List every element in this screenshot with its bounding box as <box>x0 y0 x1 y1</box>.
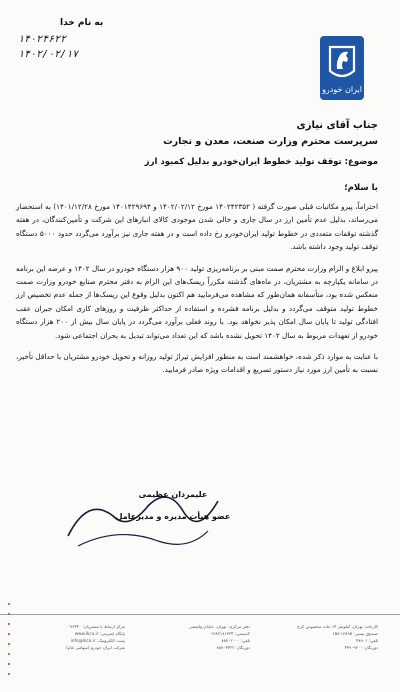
greeting: با سلام؛ <box>344 183 378 193</box>
letter-subject: موضوع: توقف تولید خطوط ایران‌خودرو بدلیل کمبود ارز <box>144 157 378 167</box>
basmala: به نام خدا <box>60 18 104 28</box>
footer-line: پست الکترونیک: info@ikco.ir <box>70 638 125 643</box>
paragraph: احتراماً، پیرو مکاتبات قبلی صورت گرفته ( ۱۴۰۲۴۲۳۵۲ مورخ ۱۴۰۲/۰۲/۱۲ و ۱۴۰۱۴۲۹۶۹۴ مورخ ۱۴۰۱/۱۲/۲۸) به استحضار می‌رساند، بدلیل عدم تأمین ارز در سال جاری و خالی شدن موجودی کالای انبارهای این شرکت و تأمین‌کنندگان، در هفته گذشته توقفات متعددی در خطوط تولید ایران‌خودرو رخ داده است و در هفته جاری نیز برآورد می‌گردد حدود ۵۰۰۰ دستگاه توقف تولید وجود داشته باشد. <box>16 202 378 252</box>
signatory-name: علیمردان عظیمی <box>138 490 208 499</box>
company-logo <box>320 36 364 100</box>
edge-punch-marks <box>6 598 12 683</box>
horse-head-logo-icon <box>324 43 360 83</box>
letter-date: ۱۴۰۲/۰۲/۱۷ <box>18 49 79 60</box>
footer-line: دورنگار: ۸۸۷۰۴۴۲۲ <box>216 645 250 650</box>
addressee-block <box>18 118 378 150</box>
footer-line: دفتر مرکزی: تهران، خیابان ولیعصر <box>189 624 250 629</box>
paragraph: پیرو ابلاغ و الزام وزارت محترم صمت مبنی بر برنامه‌ریزی تولید ۹۰۰ هزار دستگاه خودرو در سال ۱۴۰۲ و عرضه این برنامه در سامانه یکپارچه به مشتریان، در ماه‌های گذشته مکرراً ریسک‌های این الزام به دفتر محترم صنایع خودرو وزارت صمت منعکس شده بود، متأسفانه همان‌طور که مشاهده می‌فرمایید هم اکنون بدلیل وقوع این ریسک‌ها از جمله عدم تخصیص ارز خطوط تولید متوقف می‌گردد و بدلیل برنامه فشرده و استفاده از حداکثر ظرفیت و روزهای کاری امکان جبران عقب افتادگی تولید تا پایان سال امکان پذیر نخواهد بود. با روند فعلی برآورد می‌گردد در پایان سال بیش از ۲۰۰ هزار دستگاه خودرو از تعهدات مربوط به سال ۱۴۰۲ تحویل نشده باشد که این تعداد می‌تواند تبدیل به بحران اجتماعی شود. <box>16 263 378 340</box>
footer-line: تلفن: ۸۸۷۰۲۰۰۰ <box>221 638 250 643</box>
letter-reference <box>18 32 78 62</box>
footer-line: دورنگار: ۴۴۹۰۹۲۰۰ <box>344 645 378 650</box>
footer-line: پایگاه اینترنتی: www.ikco.ir <box>74 631 125 636</box>
paragraph: با عنایت به موارد ذکر شده، خواهشمند است به منظور افزایش تیراژ تولید روزانه و تحویل خودرو مشتریان با حداقل تأخیر، نسبت به تأمین ارز مورد نیاز دستور تسریع و اقدامات ویژه صادر فرمایید. <box>16 352 378 375</box>
footer-column-contact <box>15 623 125 651</box>
footer-line: تلفن: ۴۸۹۰۱ <box>356 638 378 643</box>
footer-line: کارخانه: تهران، کیلومتر ۱۴ جاده مخصوص کرج <box>297 624 378 629</box>
addressee-title: سرپرست محترم وزارت صنعت، معدن و تجارت <box>163 136 378 147</box>
footer-column-factory <box>268 623 378 651</box>
addressee-name: جناب آقای نیازی <box>296 120 378 131</box>
footer-line: صندوق پستی: ۱۳۸۹۵-۱۵۸ <box>332 631 378 636</box>
letter-footer <box>0 614 400 670</box>
logo-brand-text: ایران خودرو <box>322 84 362 94</box>
footer-line: کدپستی: ۱۳۸۶۱۹۱۳۳۴ <box>210 631 250 636</box>
signature-block <box>98 484 248 528</box>
footer-line: مرکز ارتباط با مشتریان: ۰۹۶۴۴۰ <box>67 624 125 629</box>
footer-line: شرکت ایران خودرو (سهامی عام) <box>66 645 125 650</box>
letter-body <box>16 200 378 385</box>
footer-column-office <box>140 623 250 651</box>
signatory-title: عضو هیأت مدیره و مدیرعامل <box>115 512 231 521</box>
letter-number: ۱۴۰۲۴۶۲۲ <box>18 34 67 45</box>
